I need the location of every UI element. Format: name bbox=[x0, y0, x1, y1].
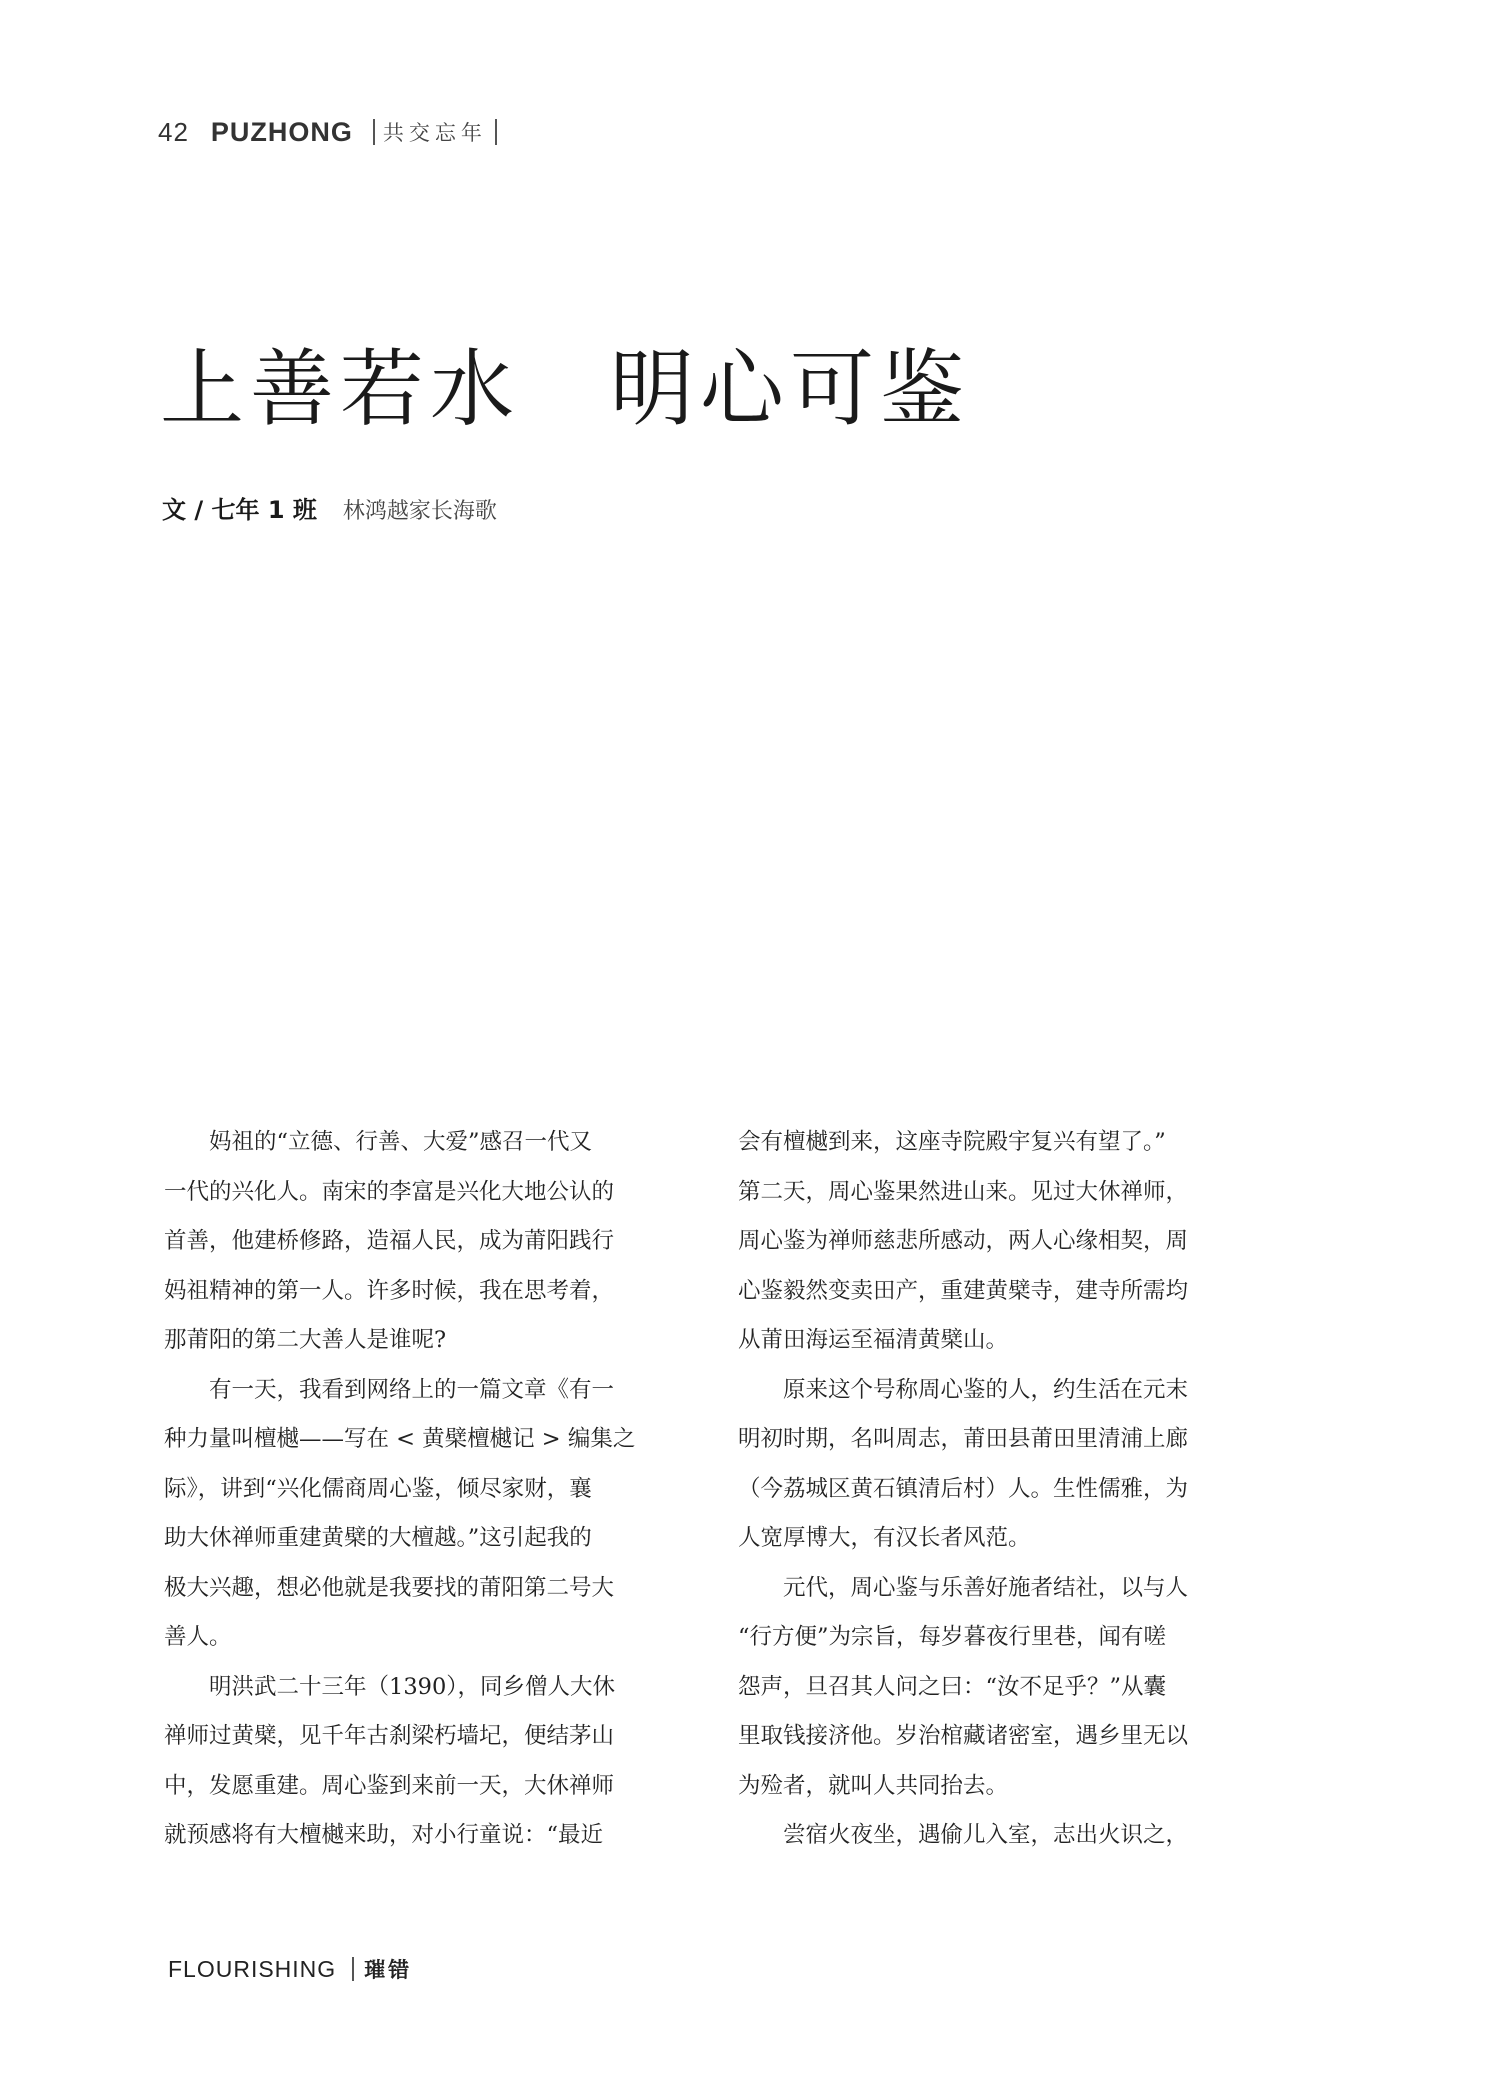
byline-class: 文 / 七年 1 班 bbox=[162, 496, 317, 524]
divider-bar bbox=[352, 1957, 354, 1981]
article-title: 上善若水 明心可鉴 bbox=[160, 340, 971, 438]
section-name: 共交忘年 bbox=[382, 121, 487, 145]
text-line: 尝宿火夜坐，遇偷儿入室，志出火识之， bbox=[738, 1822, 1189, 1848]
text-line: 明洪武二十三年（1390），同乡僧人大休 bbox=[164, 1673, 616, 1700]
text-line: 元代，周心鉴与乐善好施者结社，以与人 bbox=[738, 1574, 1189, 1601]
text-line: 会有檀樾到来，这座寺院殿宇复兴有望了。” bbox=[738, 1129, 1166, 1155]
text-line: 禅师过黄檗，见千年古刹梁朽墙圮，便结茅山 bbox=[164, 1723, 615, 1749]
text-line: 善人。 bbox=[164, 1624, 232, 1650]
body-column-left bbox=[164, 1118, 672, 1861]
text-line: 极大兴趣，想必他就是我要找的莆阳第二号大 bbox=[164, 1574, 615, 1601]
text-line: 第二天，周心鉴果然进山来。见过大休禅师， bbox=[738, 1178, 1189, 1205]
text-line: 心鉴毅然变卖田产，重建黄檗寺，建寺所需均 bbox=[738, 1277, 1189, 1304]
text-line: 一代的兴化人。南宋的李富是兴化大地公认的 bbox=[164, 1178, 615, 1205]
text-line: 周心鉴为禅师慈悲所感动，两人心缘相契，周 bbox=[738, 1228, 1189, 1254]
footer-english: FLOURISHING bbox=[168, 1955, 337, 1982]
text-line: “行方便”为宗旨，每岁暮夜行里巷，闻有嗟 bbox=[738, 1624, 1167, 1650]
text-line: 从莆田海运至福清黄檗山。 bbox=[738, 1327, 1009, 1353]
text-line: 人宽厚博大，有汉长者风范。 bbox=[738, 1525, 1031, 1551]
text-line: 里取钱接济他。岁治棺藏诸密室，遇乡里无以 bbox=[738, 1723, 1189, 1749]
page-header bbox=[158, 112, 505, 152]
divider-bar bbox=[373, 119, 375, 145]
magazine-name: PUZHONG bbox=[210, 116, 353, 147]
text-line: 妈祖的“立德、行善、大爱”感召一代又 bbox=[164, 1129, 593, 1155]
body-column-right bbox=[738, 1118, 1246, 1861]
page-number: 42 bbox=[158, 116, 189, 147]
text-line: 为殓者，就叫人共同抬去。 bbox=[738, 1772, 1009, 1799]
text-line: 就预感将有大檀樾来助，对小行童说：“最近 bbox=[164, 1822, 604, 1848]
text-line: 有一天，我看到网络上的一篇文章《有一 bbox=[164, 1376, 615, 1403]
text-line: 助大休禅师重建黄檗的大檀越。”这引起我的 bbox=[164, 1525, 592, 1551]
text-line: 首善，他建桥修路，造福人民，成为莆阳践行 bbox=[164, 1228, 615, 1254]
byline bbox=[162, 490, 497, 525]
text-line: 中，发愿重建。周心鉴到来前一天，大休禅师 bbox=[164, 1772, 615, 1799]
text-line: 妈祖精神的第一人。许多时候，我在思考着， bbox=[164, 1277, 615, 1304]
text-line: 明初时期，名叫周志，莆田县莆田里清浦上廊 bbox=[738, 1426, 1189, 1452]
byline-author: 林鸿越家长海歌 bbox=[342, 499, 497, 524]
divider-bar bbox=[495, 119, 497, 145]
page-footer bbox=[168, 1952, 412, 1986]
footer-chinese: 璀错 bbox=[364, 1958, 413, 1982]
text-line: 怨声，旦召其人问之曰：“汝不足乎？”从囊 bbox=[738, 1673, 1167, 1700]
text-line: 那莆阳的第二大善人是谁呢? bbox=[164, 1327, 447, 1353]
text-line: 原来这个号称周心鉴的人，约生活在元末 bbox=[738, 1376, 1189, 1403]
text-line: 际》，讲到“兴化儒商周心鉴，倾尽家财，襄 bbox=[164, 1475, 592, 1502]
text-line: （今荔城区黄石镇清后村）人。生性儒雅，为 bbox=[738, 1475, 1189, 1502]
text-line: 种力量叫檀樾——写在 < 黄檗檀樾记 > 编集之 bbox=[164, 1426, 636, 1452]
